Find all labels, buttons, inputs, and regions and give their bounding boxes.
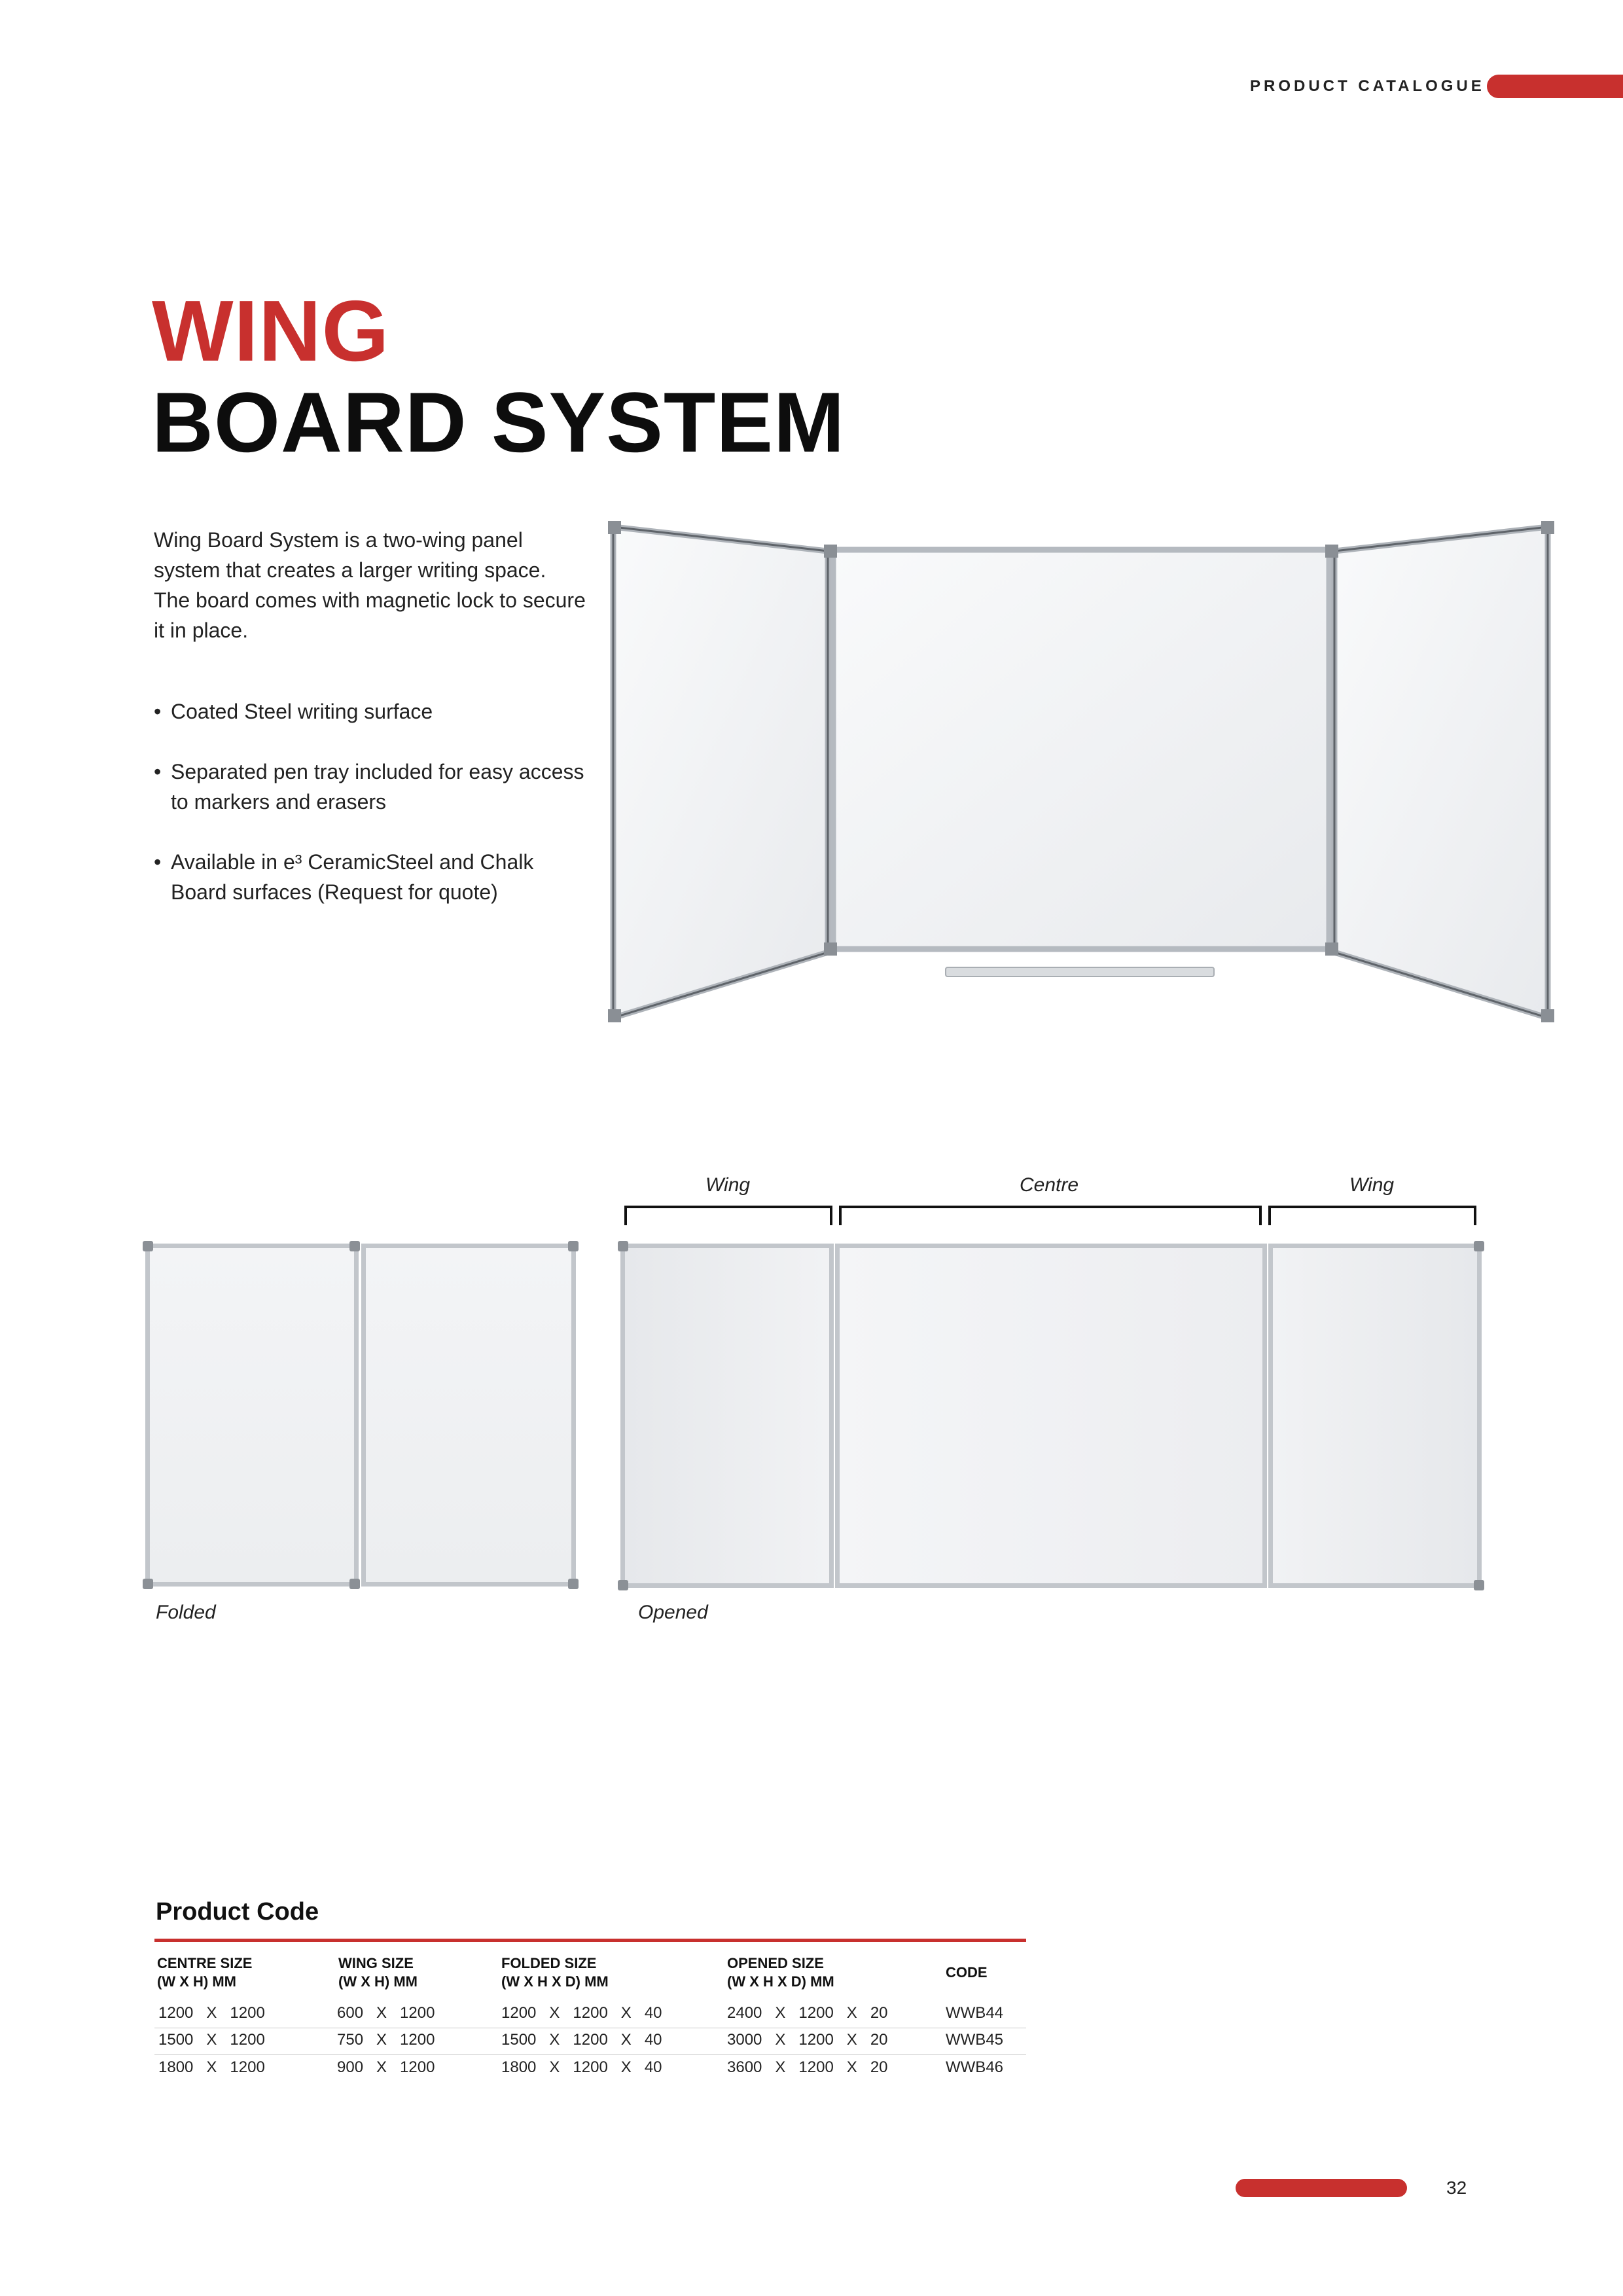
cell-centre-size: 1500 X 1200 — [158, 2031, 265, 2049]
column-header-wing-size: WING SIZE (W X H) MM — [338, 1955, 418, 1990]
opened-right-wing — [1268, 1244, 1482, 1588]
cell-opened-size: 3000 X 1200 X 20 — [727, 2031, 888, 2049]
cell-opened-size: 3600 X 1200 X 20 — [727, 2058, 888, 2076]
folded-board-image — [145, 1244, 576, 1587]
feature-list — [154, 696, 586, 937]
table-title-rule — [154, 1939, 1026, 1942]
centre-panel — [833, 550, 1329, 949]
opened-left-wing — [620, 1244, 834, 1588]
cell-code: WWB45 — [946, 2031, 1004, 2049]
label-wing-left: Wing — [705, 1174, 751, 1196]
label-wing-right: Wing — [1349, 1174, 1395, 1196]
page-number: 32 — [1446, 2178, 1467, 2198]
cell-opened-size: 2400 X 1200 X 20 — [727, 2004, 888, 2022]
bracket-centre — [839, 1206, 1262, 1225]
bracket-wing-right — [1268, 1206, 1476, 1225]
pen-tray — [946, 967, 1214, 977]
cell-folded-size: 1500 X 1200 X 40 — [501, 2031, 662, 2049]
cell-wing-size: 750 X 1200 — [337, 2031, 435, 2049]
cell-folded-size: 1200 X 1200 X 40 — [501, 2004, 662, 2022]
opened-board-image — [620, 1244, 1482, 1588]
product-description: Wing Board System is a two-wing panel system that creates a larger writing space. The board comes with magnetic lock to secure it in place. — [154, 528, 586, 642]
cell-folded-size: 1800 X 1200 X 40 — [501, 2058, 662, 2076]
page-title-line-1: WING — [152, 283, 390, 379]
bracket-wing-left — [624, 1206, 832, 1225]
feature-item: • Available in e³ CeramicSteel and Chalk Board surfaces (Request for quote) — [154, 847, 586, 907]
label-centre: Centre — [1020, 1174, 1079, 1196]
page-title-line-2: BOARD SYSTEM — [152, 374, 846, 470]
catalogue-header-label: PRODUCT CATALOGUE — [1250, 77, 1485, 95]
cell-code: WWB46 — [946, 2058, 1004, 2076]
feature-item: • Separated pen tray included for easy access to markers and erasers — [154, 757, 586, 817]
folded-left-panel — [145, 1244, 359, 1587]
feature-item: • Coated Steel writing surface — [154, 696, 586, 726]
caption-folded: Folded — [156, 1602, 216, 1623]
header-accent-bar — [1487, 75, 1623, 98]
row-separator — [154, 2054, 1026, 2055]
column-header-code: CODE — [946, 1964, 988, 1981]
product-table-title: Product Code — [156, 1898, 319, 1926]
column-header-centre-size: CENTRE SIZE (W X H) MM — [157, 1955, 253, 1990]
cell-centre-size: 1800 X 1200 — [158, 2058, 265, 2076]
opened-centre-panel — [835, 1244, 1267, 1588]
wing-board-product-image — [605, 517, 1561, 1028]
footer-accent-bar — [1236, 2179, 1407, 2197]
cell-wing-size: 900 X 1200 — [337, 2058, 435, 2076]
column-header-opened-size: OPENED SIZE (W X H X D) MM — [727, 1955, 834, 1990]
column-header-folded-size: FOLDED SIZE (W X H X D) MM — [501, 1955, 609, 1990]
right-wing-panel — [1334, 527, 1548, 1018]
caption-opened: Opened — [638, 1602, 708, 1623]
left-wing-panel — [613, 527, 828, 1018]
cell-wing-size: 600 X 1200 — [337, 2004, 435, 2022]
cell-code: WWB44 — [946, 2004, 1004, 2022]
cell-centre-size: 1200 X 1200 — [158, 2004, 265, 2022]
folded-right-panel — [361, 1244, 576, 1587]
